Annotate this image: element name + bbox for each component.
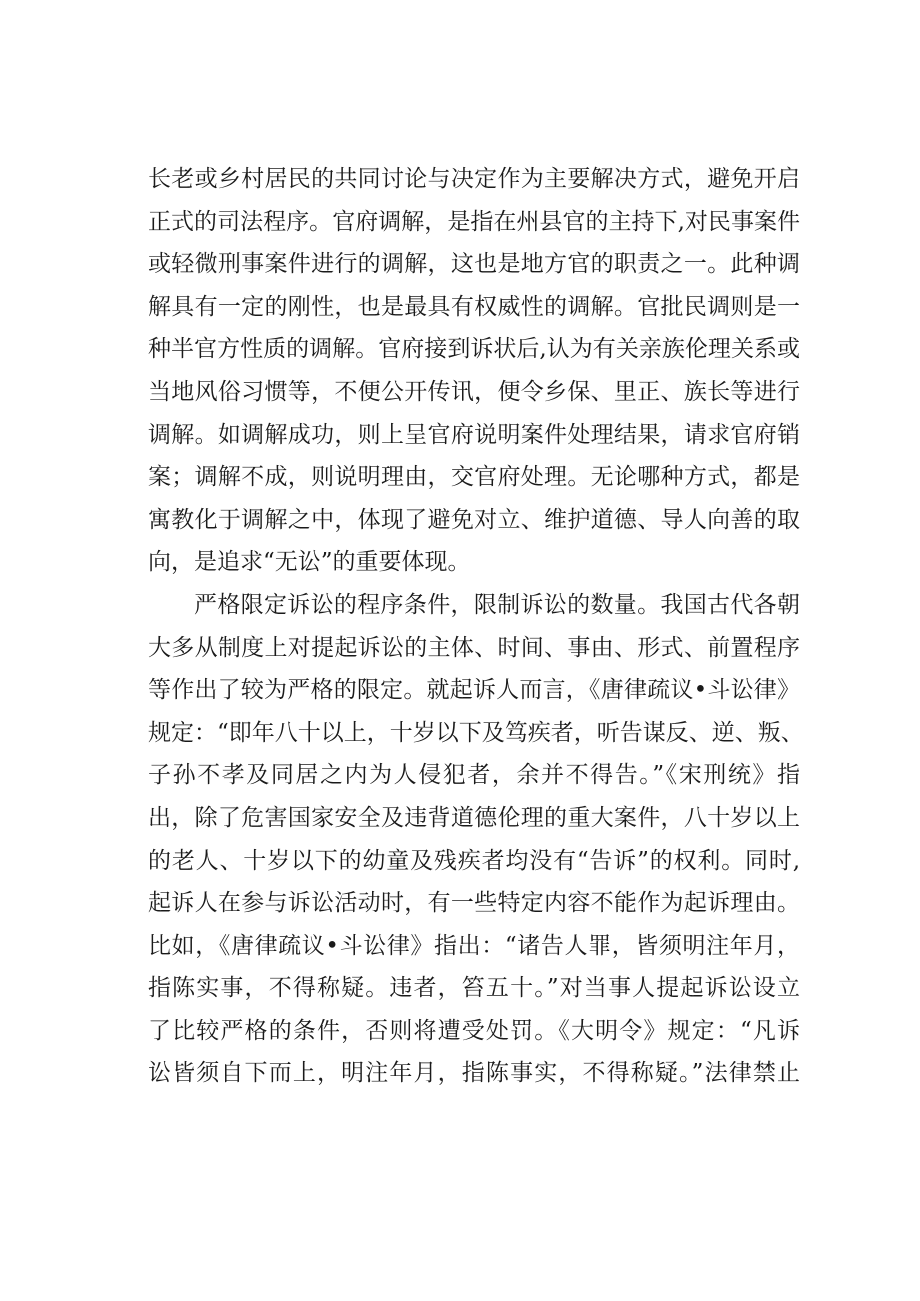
text-line: 长老或乡村居民的共同讨论与决定作为主要解决方式，避免开启 [148,166,800,192]
text-line: 子孙不孝及同居之内为人侵犯者，余并不得告。”《宋刑统》指 [148,762,800,789]
text-line: 严格限定诉讼的程序条件，限制诉讼的数量。我国古代各朝 [194,591,800,618]
text-line: 等作出了较为严格的限定。就起诉人而言，《唐律疏议•斗讼律》 [148,677,800,704]
text-line: 的老人、十岁以下的幼童及残疾者均没有“告诉”的权利。同时, [148,847,800,874]
text-line: 规定：“即年八十以上，十岁以下及笃疾者，听告谋反、逆、叛、 [148,719,804,746]
text-line: 解具有一定的刚性，也是最具有权威性的调解。官批民调则是一 [148,293,800,320]
text-line: 案；调解不成，则说明理由，交官府处理。无论哪种方式，都是 [148,464,800,491]
text-line: 或轻微刑事案件进行的调解，这也是地方官的职责之一。此种调 [148,251,800,278]
text-line: 讼皆须自下而上，明注年月，指陈事实，不得称疑。”法律禁止 [148,1060,800,1087]
text-line: 种半官方性质的调解。官府接到诉状后,认为有关亲族伦理关系或 [148,336,800,363]
text-line: 寓教化于调解之中，体现了避免对立、维护道德、导人向善的取 [148,506,800,533]
text-line: 调解。如调解成功，则上呈官府说明案件处理结果，请求官府销 [148,421,800,448]
text-line: 比如，《唐律疏议•斗讼律》指出：“诸告人罪，皆须明注年月， [148,932,800,959]
text-line: 向，是追求“无讼”的重要体现。 [148,549,471,576]
paragraph-mediation [148,158,800,584]
text-line: 大多从制度上对提起诉讼的主体、时间、事由、形式、前置程序 [148,634,800,661]
paragraph-litigation-limits [148,584,804,1095]
document-page [148,158,804,1095]
text-line: 出，除了危害国家安全及违背道德伦理的重大案件，八十岁以上 [148,804,800,831]
text-line: 当地风俗习惯等，不便公开传讯，便令乡保、里正、族长等进行 [148,378,800,405]
text-line: 了比较严格的条件，否则将遭受处罚。《大明令》规定：“凡诉 [148,1017,800,1044]
text-line: 起诉人在参与诉讼活动时，有一些特定内容不能作为起诉理由。 [148,890,800,917]
text-line: 指陈实事，不得称疑。违者，笞五十。”对当事人提起诉讼设立 [148,975,800,1002]
text-line: 正式的司法程序。官府调解，是指在州县官的主持下,对民事案件 [148,208,800,235]
